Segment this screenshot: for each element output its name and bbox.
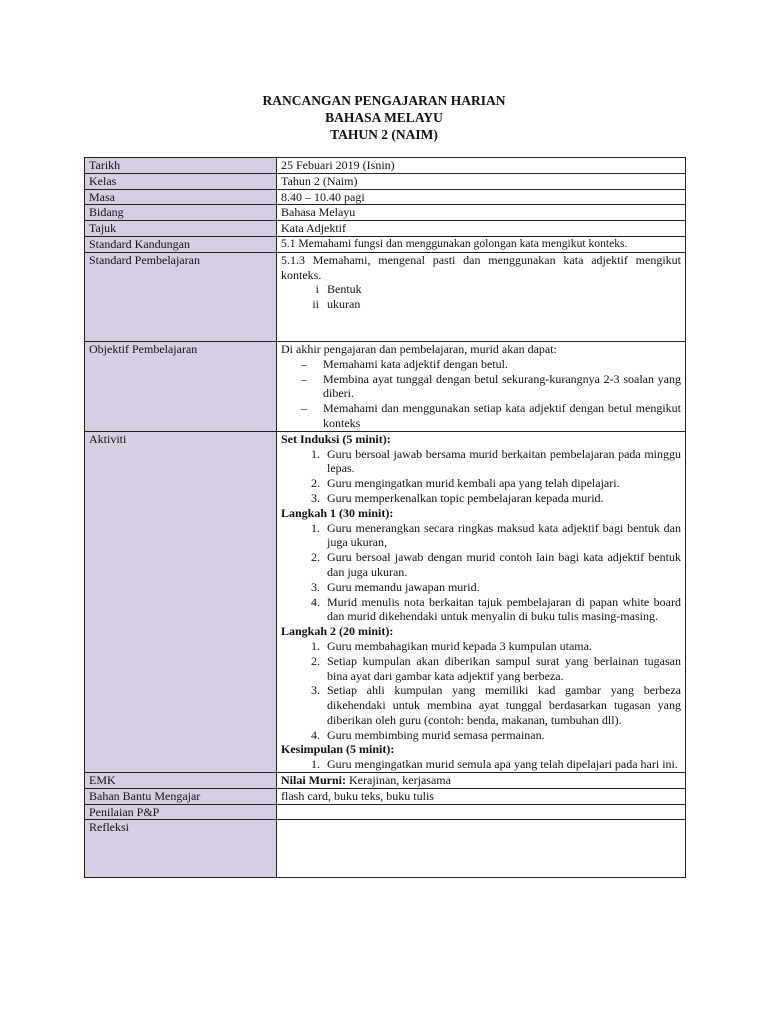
row-aktiviti <box>85 431 686 772</box>
title-line-1: RANCANGAN PENGAJARAN HARIAN <box>262 93 506 108</box>
label-objektif: Objektif Pembelajaran <box>85 341 277 431</box>
label-tarikh: Tarikh <box>85 158 277 174</box>
list-item: – Membina ayat tunggal dengan betul sekurang-kurangnya 2-3 soalan yang diberi. <box>301 372 681 402</box>
row-masa <box>85 189 686 205</box>
objektif-list <box>281 357 681 431</box>
value-refleksi <box>277 820 686 878</box>
list-item: 3. Guru memperkenalkan topic pembelajaran kepada murid. <box>323 491 681 506</box>
label-standard-pembelajaran: Standard Pembelajaran <box>85 252 277 341</box>
spacer <box>281 312 681 341</box>
list-item: 2. Guru mengingatkan murid kembali apa yang telah dipelajari. <box>323 476 681 491</box>
section-heading: Set Induksi (5 minit): <box>281 431 391 446</box>
row-objektif <box>85 341 686 431</box>
list-item: 1. Guru bersoal jawab bersama murid berkaitan pembelajaran pada minggu lepas. <box>323 447 681 477</box>
list-item: – Memahami dan menggunakan setiap kata adjektif dengan betul mengikut konteks <box>301 401 681 431</box>
list-item: 2. Setiap kumpulan akan diberikan sampul surat yang berlainan tugasan bina ayat dari gambar kata adjektif yang berbeza. <box>323 654 681 684</box>
list-item: 4. Murid menulis nota berkaitan tajuk pembelajaran di papan white board dan murid dikehendaki untuk menyalin di buku tulis masing-masing. <box>323 595 681 625</box>
list-item: 3. Guru memandu jawapan murid. <box>323 580 681 595</box>
value-standard-kandungan: 5.1 Memahami fungsi dan menggunakan golongan kata mengikut konteks. <box>277 236 686 252</box>
row-penilaian <box>85 804 686 820</box>
list-item: 3. Setiap ahli kumpulan yang memiliki kad gambar yang berbeza dikehendaki untuk membina ayat tunggal berdasarkan tugasan yang diberikan oleh guru (contoh: benda, makanan, tumbuhan dll). <box>323 683 681 727</box>
row-tarikh <box>85 158 686 174</box>
row-emk <box>85 773 686 789</box>
label-emk: EMK <box>85 773 277 789</box>
list-item: 1. Guru menerangkan secara ringkas maksud kata adjektif bagi bentuk dan juga ukuran, <box>323 521 681 551</box>
label-standard-kandungan: Standard Kandungan <box>85 236 277 252</box>
row-standard-kandungan <box>85 236 686 252</box>
standard-pembelajaran-list <box>281 282 681 312</box>
label-bidang: Bidang <box>85 205 277 221</box>
value-tarikh: 25 Febuari 2019 (Isnin) <box>277 158 686 174</box>
section-list <box>281 447 681 506</box>
label-bahan: Bahan Bantu Mengajar <box>85 788 277 804</box>
row-refleksi <box>85 820 686 878</box>
standard-pembelajaran-text: 5.1.3 Memahami, mengenal pasti dan menggunakan kata adjektif mengikut konteks. <box>281 252 681 282</box>
list-item: ii ukuran <box>312 297 361 312</box>
section-list <box>281 639 681 743</box>
lesson-plan-table <box>84 157 686 878</box>
emk-value: Kerajinan, kerjasama <box>346 773 451 788</box>
title-line-2: BAHASA MELAYU <box>325 110 443 125</box>
value-objektif <box>277 341 686 431</box>
value-masa: 8.40 – 10.40 pagi <box>277 189 686 205</box>
list-item: – Memahami kata adjektif dengan betul. <box>301 357 681 372</box>
value-standard-pembelajaran <box>277 252 686 341</box>
label-aktiviti: Aktiviti <box>85 431 277 772</box>
section-heading: Langkah 1 (30 minit): <box>281 505 394 520</box>
list-item: 1. Guru mengingatkan murid semula apa yang telah dipelajari pada hari ini. <box>323 757 681 772</box>
row-standard-pembelajaran <box>85 252 686 341</box>
list-item: 2. Guru bersoal jawab dengan murid contoh lain bagi kata adjektif bentuk dan juga ukuran. <box>323 550 681 580</box>
list-item: 4. Guru membimbing murid semasa permainan. <box>323 728 681 743</box>
title-line-3: TAHUN 2 (NAIM) <box>330 127 438 142</box>
value-penilaian <box>277 804 686 820</box>
label-tajuk: Tajuk <box>85 221 277 237</box>
section-list <box>281 757 681 772</box>
value-emk <box>277 773 686 789</box>
row-tajuk <box>85 221 686 237</box>
value-bahan: flash card, buku teks, buku tulis <box>277 788 686 804</box>
label-penilaian: Penilaian P&P <box>85 804 277 820</box>
value-kelas: Tahun 2 (Naim) <box>277 173 686 189</box>
emk-bold-label: Nilai Murni: <box>281 773 346 788</box>
section-heading: Kesimpulan (5 minit): <box>281 742 395 757</box>
section-heading: Langkah 2 (20 minit): <box>281 624 394 639</box>
row-bidang <box>85 205 686 221</box>
value-bidang: Bahasa Melayu <box>277 205 686 221</box>
value-aktiviti <box>277 431 686 772</box>
document-title <box>0 92 768 143</box>
objektif-intro: Di akhir pengajaran dan pembelajaran, murid akan dapat: <box>281 341 557 356</box>
row-bahan <box>85 788 686 804</box>
row-kelas <box>85 173 686 189</box>
label-refleksi: Refleksi <box>85 820 277 878</box>
list-item: 1. Guru membahagikan murid kepada 3 kumpulan utama. <box>323 639 681 654</box>
list-item: i Bentuk <box>315 282 362 297</box>
label-kelas: Kelas <box>85 173 277 189</box>
value-tajuk: Kata Adjektif <box>277 221 686 237</box>
section-list <box>281 521 681 625</box>
label-masa: Masa <box>85 189 277 205</box>
